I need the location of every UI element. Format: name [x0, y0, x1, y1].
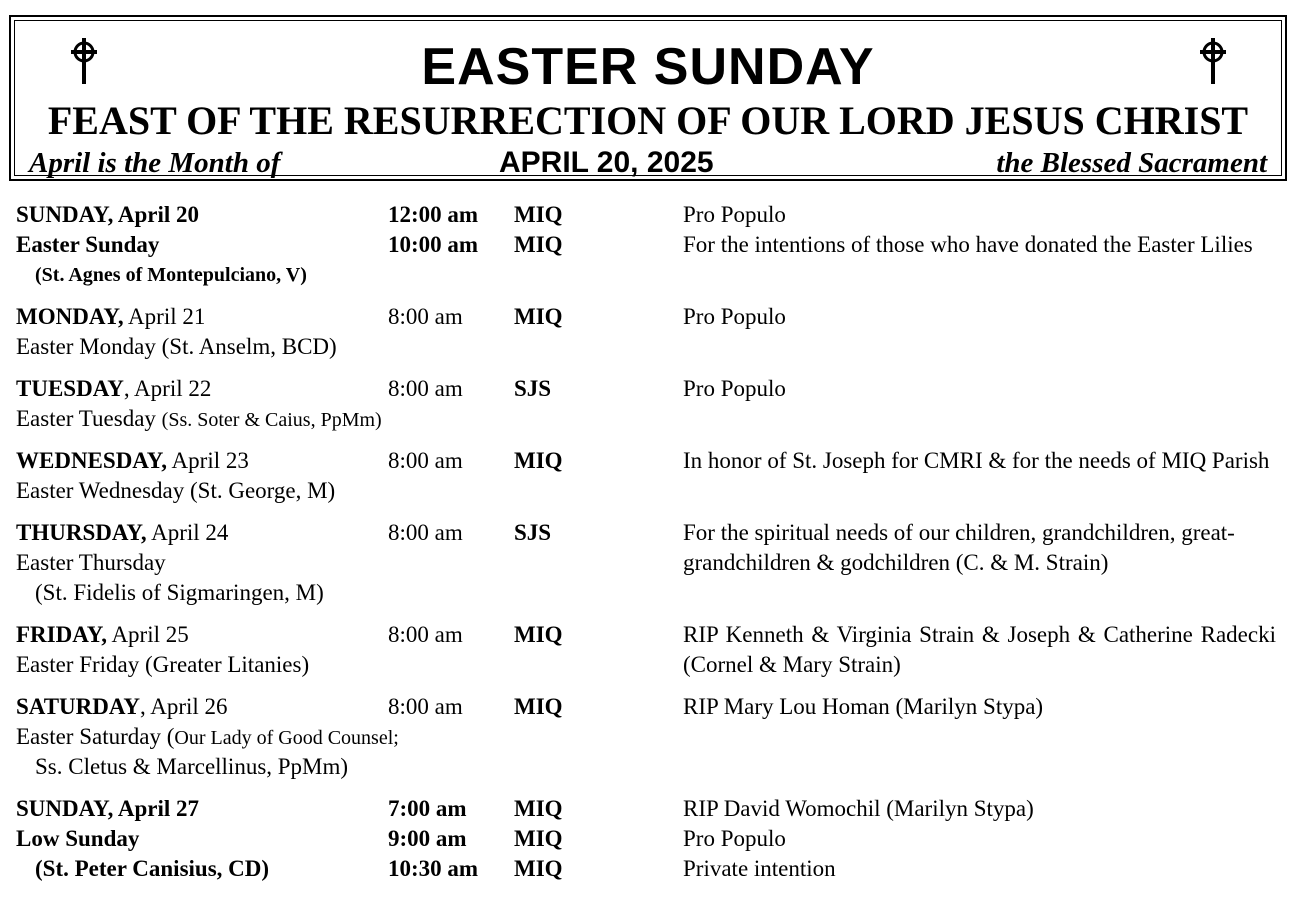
schedule-day — [16, 302, 1278, 362]
mass-time: 10:30 am — [388, 856, 479, 881]
page-title: EASTER SUNDAY — [421, 38, 875, 96]
mass-location: SJS — [514, 520, 552, 545]
mass-location: MIQ — [514, 448, 563, 473]
weekday: THURSDAY, — [16, 520, 147, 545]
day-date: April 21 — [123, 304, 206, 329]
mass-location: MIQ — [514, 796, 563, 821]
feast-name: Easter Sunday — [16, 232, 160, 257]
mass-intention: Pro Populo — [683, 826, 786, 851]
day-date: , April 22 — [123, 376, 212, 401]
mass-location: MIQ — [514, 856, 563, 881]
schedule-day — [16, 620, 1278, 680]
mass-location: MIQ — [514, 202, 563, 227]
saint-commemoration: (Ss. Soter & Caius, PpMm) — [161, 409, 382, 431]
day-heading — [16, 374, 211, 404]
day-heading — [16, 692, 228, 722]
day-heading — [16, 446, 249, 476]
mass-intention: RIP Mary Lou Homan (Marilyn Stypa) — [683, 694, 1044, 719]
mass-schedule — [16, 200, 1278, 896]
day-date: April 25 — [106, 622, 189, 647]
mass-time: 8:00 am — [388, 622, 463, 647]
schedule-day — [16, 446, 1278, 506]
feast-name: Low Sunday — [16, 826, 140, 851]
schedule-day — [16, 518, 1278, 608]
day-heading: SUNDAY, April 27 — [16, 796, 199, 821]
schedule-day — [16, 200, 1278, 290]
saint-commemoration: (St. Agnes of Montepulciano, V) — [35, 264, 307, 286]
saint-commemoration: (St. Peter Canisius, CD) — [35, 856, 270, 881]
mass-intention: Pro Populo — [683, 304, 786, 329]
mass-intention: Private intention — [683, 856, 836, 881]
weekday: TUESDAY — [16, 376, 124, 401]
month-devotion-left: April is the Month of — [29, 147, 281, 179]
schedule-day — [16, 374, 1278, 434]
mass-time: 9:00 am — [388, 826, 467, 851]
mass-intention: In honor of St. Joseph for CMRI & for the needs of MIQ Parish — [683, 448, 1270, 473]
day-date: April 24 — [146, 520, 229, 545]
mass-time: 8:00 am — [388, 520, 463, 545]
mass-time: 8:00 am — [388, 376, 463, 401]
saint-commemoration: Ss. Cletus & Marcellinus, PpMm) — [35, 754, 349, 779]
mass-intention: For the spiritual needs of our children, grandchildren, great-grandchildren & godchildren (C. & M. Strain) — [683, 520, 1235, 575]
mass-location: MIQ — [514, 826, 563, 851]
saint-commemoration: (St. Fidelis of Sigmaringen, M) — [35, 580, 324, 605]
schedule-day — [16, 692, 1278, 782]
feast-name: Easter Friday (Greater Litanies) — [16, 652, 310, 677]
feast-subtitle: FEAST OF THE RESURRECTION OF OUR LORD JESUS CHRIST — [47, 98, 1249, 143]
day-heading: SUNDAY, April 20 — [16, 202, 199, 227]
mass-intention: RIP David Womochil (Marilyn Stypa) — [683, 796, 1034, 821]
feast-name: Easter Saturday (Our Lady of Good Counsel; — [16, 724, 399, 749]
feast-name: Easter Thursday — [16, 550, 166, 575]
mass-intention: For the intentions of those who have donated the Easter Lilies — [683, 232, 1253, 257]
weekday: MONDAY, — [16, 304, 124, 329]
weekday: SATURDAY — [16, 694, 140, 719]
schedule-day — [16, 794, 1278, 884]
mass-intention: RIP Kenneth & Virginia Strain & Joseph & Catherine Radecki (Cornel & Mary Strain) — [683, 622, 1276, 677]
mass-intention: Pro Populo — [683, 202, 786, 227]
mass-time: 8:00 am — [388, 304, 463, 329]
header-inner-border — [14, 20, 1282, 179]
mass-time: 8:00 am — [388, 448, 463, 473]
mass-location: MIQ — [514, 622, 563, 647]
mass-intention: Pro Populo — [683, 376, 786, 401]
mass-time: 10:00 am — [388, 232, 479, 257]
bulletin-date: APRIL 20, 2025 — [499, 146, 714, 179]
feast-name: Easter Tuesday (Ss. Soter & Caius, PpMm) — [16, 406, 382, 431]
day-date: , April 26 — [139, 694, 228, 719]
month-devotion-right: the Blessed Sacrament — [996, 147, 1267, 179]
day-heading — [16, 518, 228, 548]
feast-detail: Our Lady of Good Counsel; — [174, 727, 399, 749]
weekday: WEDNESDAY, — [16, 448, 168, 473]
feast-name: Easter Monday (St. Anselm, BCD) — [16, 334, 337, 359]
mass-time: 8:00 am — [388, 694, 463, 719]
feast-name: Easter Wednesday (St. George, M) — [16, 478, 336, 503]
mass-location: MIQ — [514, 694, 563, 719]
day-heading — [16, 302, 205, 332]
mass-time: 7:00 am — [388, 796, 467, 821]
header-box — [9, 15, 1287, 181]
mass-location: MIQ — [514, 232, 563, 257]
mass-time: 12:00 am — [388, 202, 479, 227]
day-date: April 23 — [167, 448, 249, 473]
day-heading — [16, 620, 189, 650]
weekday: FRIDAY, — [16, 622, 107, 647]
mass-location: MIQ — [514, 304, 563, 329]
mass-location: SJS — [514, 376, 552, 401]
